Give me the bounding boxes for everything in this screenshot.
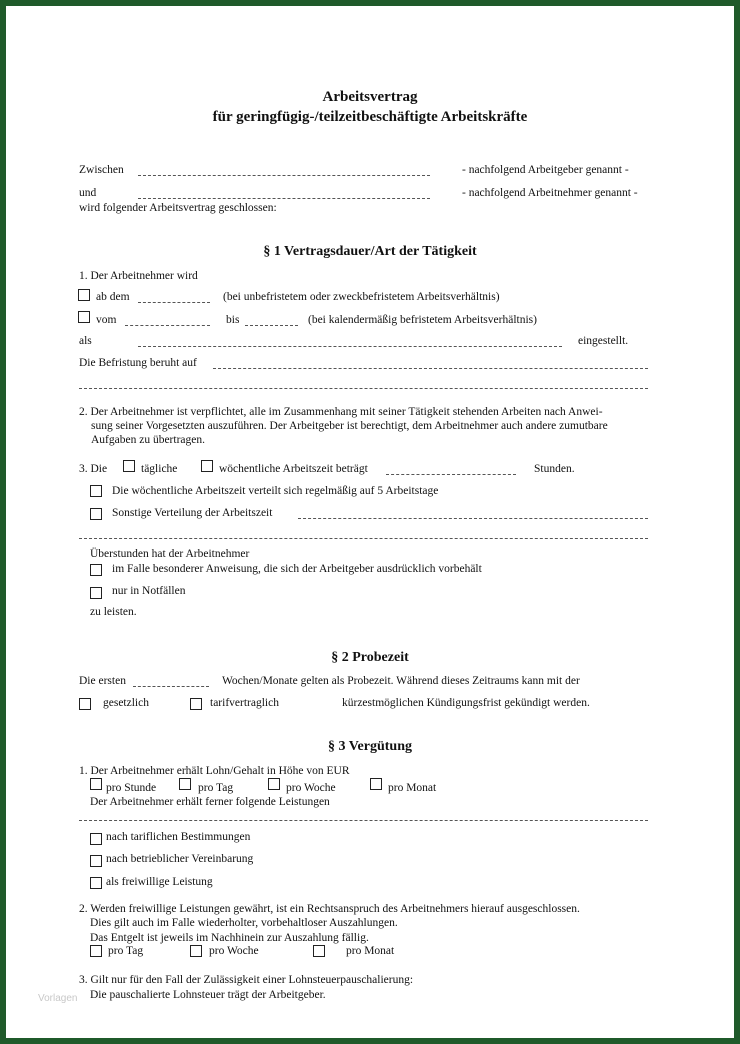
arbeitszeit-field[interactable]: [386, 474, 516, 475]
pro-monat-label: pro Monat: [388, 782, 437, 794]
befristung-field[interactable]: [213, 368, 648, 369]
s1-p2-line2: sung seiner Vorgesetzten auszuführen. Der Arbeitgeber ist berechtigt, dem Arbeitnehmer auch andere zumutbare: [91, 420, 608, 432]
watermark-text: Vorlagen: [38, 993, 78, 1004]
p2-pro-tag-label: pro Tag: [108, 945, 144, 957]
ab-dem-field[interactable]: [138, 302, 210, 303]
s3-p3-line1: 3. Gilt nur für den Fall der Zulässigkeit einer Lohnsteuerpauschalierung:: [79, 974, 414, 986]
ab-dem-note: (bei unbefristetem oder zweckbefristetem Arbeitsverhältnis): [223, 291, 500, 303]
verteilt-checkbox[interactable]: [90, 485, 102, 497]
p2-pro-woche-checkbox[interactable]: [190, 945, 202, 957]
sonstige-field[interactable]: [298, 518, 648, 519]
s3-p3-line2: Die pauschalierte Lohnsteuer trägt der Arbeitgeber.: [90, 989, 326, 1001]
taegliche-label: tägliche: [141, 463, 178, 475]
pro-tag-checkbox[interactable]: [179, 778, 191, 790]
tarif-checkbox[interactable]: [190, 698, 202, 710]
pro-stunde-checkbox[interactable]: [90, 778, 102, 790]
taetigkeit-field[interactable]: [138, 346, 562, 347]
bis-field[interactable]: [245, 325, 298, 326]
sonstige-checkbox[interactable]: [90, 508, 102, 520]
gesetzlich-checkbox[interactable]: [79, 698, 91, 710]
section-1-heading: § 1 Vertragsdauer/Art der Tätigkeit: [263, 244, 477, 259]
ab-dem-checkbox[interactable]: [78, 289, 90, 301]
s3-p2-line1: 2. Werden freiwillige Leistungen gewährt, ist ein Rechtsanspruch des Arbeitnehmers hierauf ausgeschlossen.: [79, 903, 580, 915]
section-2-heading: § 2 Probezeit: [331, 650, 409, 665]
pro-tag-label: pro Tag: [198, 782, 234, 794]
probezeit-text: Wochen/Monate gelten als Probezeit. Während dieses Zeitraums kann mit der: [222, 675, 580, 687]
bis-label: bis: [226, 314, 240, 326]
vom-note: (bei kalendermäßig befristetem Arbeitsverhältnis): [308, 314, 537, 326]
s1-p1-intro: 1. Der Arbeitnehmer wird: [79, 270, 198, 282]
notfaellen-checkbox[interactable]: [90, 587, 102, 599]
geschlossen-text: wird folgender Arbeitsvertrag geschlossen:: [79, 202, 277, 214]
s1-p2-line1: 2. Der Arbeitnehmer ist verpflichtet, alle im Zusammenhang mit seiner Tätigkeit stehenden Arbeiten nach Anwei-: [79, 406, 603, 418]
arbeitgeber-field[interactable]: [138, 175, 430, 176]
woechentliche-checkbox[interactable]: [201, 460, 213, 472]
notfaellen-label: nur in Notfällen: [112, 585, 186, 597]
probezeit-field[interactable]: [133, 686, 209, 687]
arbeitnehmer-field[interactable]: [138, 198, 430, 199]
sonstige-label: Sonstige Verteilung der Arbeitszeit: [112, 507, 273, 519]
tariflich-checkbox[interactable]: [90, 833, 102, 845]
eingestellt-label: eingestellt.: [578, 335, 629, 347]
und-label: und: [79, 187, 97, 199]
leistungen-field[interactable]: [79, 820, 648, 821]
anweisung-checkbox[interactable]: [90, 564, 102, 576]
frist-text: kürzestmöglichen Kündigungsfrist gekündigt werden.: [342, 697, 590, 709]
ferner-label: Der Arbeitnehmer erhält ferner folgende Leistungen: [90, 796, 330, 808]
befristung-label: Die Befristung beruht auf: [79, 357, 197, 369]
title-line-1: Arbeitsvertrag: [322, 89, 418, 105]
p2-pro-monat-checkbox[interactable]: [313, 945, 325, 957]
betrieblich-label: nach betrieblicher Vereinbarung: [106, 853, 254, 865]
taegliche-checkbox[interactable]: [123, 460, 135, 472]
woechentliche-label: wöchentliche Arbeitszeit beträgt: [219, 463, 368, 475]
sonstige-field-2[interactable]: [79, 538, 648, 539]
s1-p2-line3: Aufgaben zu übertragen.: [91, 434, 205, 446]
die-ersten-label: Die ersten: [79, 675, 126, 687]
anweisung-label: im Falle besonderer Anweisung, die sich der Arbeitgeber ausdrücklich vorbehält: [112, 563, 482, 575]
arbeitnehmer-note: - nachfolgend Arbeitnehmer genannt -: [462, 187, 638, 199]
p2-pro-tag-checkbox[interactable]: [90, 945, 102, 957]
s1-p3-die: 3. Die: [79, 463, 108, 475]
s3-p1: 1. Der Arbeitnehmer erhält Lohn/Gehalt in Höhe von EUR: [79, 765, 350, 777]
stunden-label: Stunden.: [534, 463, 575, 475]
freiwillig-label: als freiwillige Leistung: [106, 876, 213, 888]
zu-leisten-label: zu leisten.: [90, 606, 137, 618]
ueberstunden-label: Überstunden hat der Arbeitnehmer: [90, 548, 250, 560]
tariflich-label: nach tariflichen Bestimmungen: [106, 831, 251, 843]
vom-label: vom: [96, 314, 117, 326]
s3-p2-line3: Das Entgelt ist jeweils im Nachhinein zur Auszahlung fällig.: [90, 932, 369, 944]
p2-pro-monat-label: pro Monat: [346, 945, 395, 957]
s3-p2-line2: Dies gilt auch im Falle wiederholter, vorbehaltloser Auszahlungen.: [90, 917, 398, 929]
section-3-heading: § 3 Vergütung: [327, 739, 413, 754]
betrieblich-checkbox[interactable]: [90, 855, 102, 867]
vom-field[interactable]: [125, 325, 210, 326]
ab-dem-label: ab dem: [96, 291, 130, 303]
zwischen-label: Zwischen: [79, 164, 124, 176]
p2-pro-woche-label: pro Woche: [209, 945, 259, 957]
pro-woche-label: pro Woche: [286, 782, 336, 794]
vom-checkbox[interactable]: [78, 311, 90, 323]
pro-stunde-label: pro Stunde: [106, 782, 157, 794]
befristung-field-2[interactable]: [79, 388, 648, 389]
pro-woche-checkbox[interactable]: [268, 778, 280, 790]
title-line-2: für geringfügig-/teilzeitbeschäftigte Arbeitskräfte: [212, 109, 528, 125]
gesetzlich-label: gesetzlich: [103, 697, 149, 709]
freiwillig-checkbox[interactable]: [90, 877, 102, 889]
tarif-label: tarifvertraglich: [210, 697, 279, 709]
verteilt-label: Die wöchentliche Arbeitszeit verteilt sich regelmäßig auf 5 Arbeitstage: [112, 485, 439, 497]
pro-monat-checkbox[interactable]: [370, 778, 382, 790]
als-label: als: [79, 335, 92, 347]
arbeitgeber-note: - nachfolgend Arbeitgeber genannt -: [462, 164, 629, 176]
